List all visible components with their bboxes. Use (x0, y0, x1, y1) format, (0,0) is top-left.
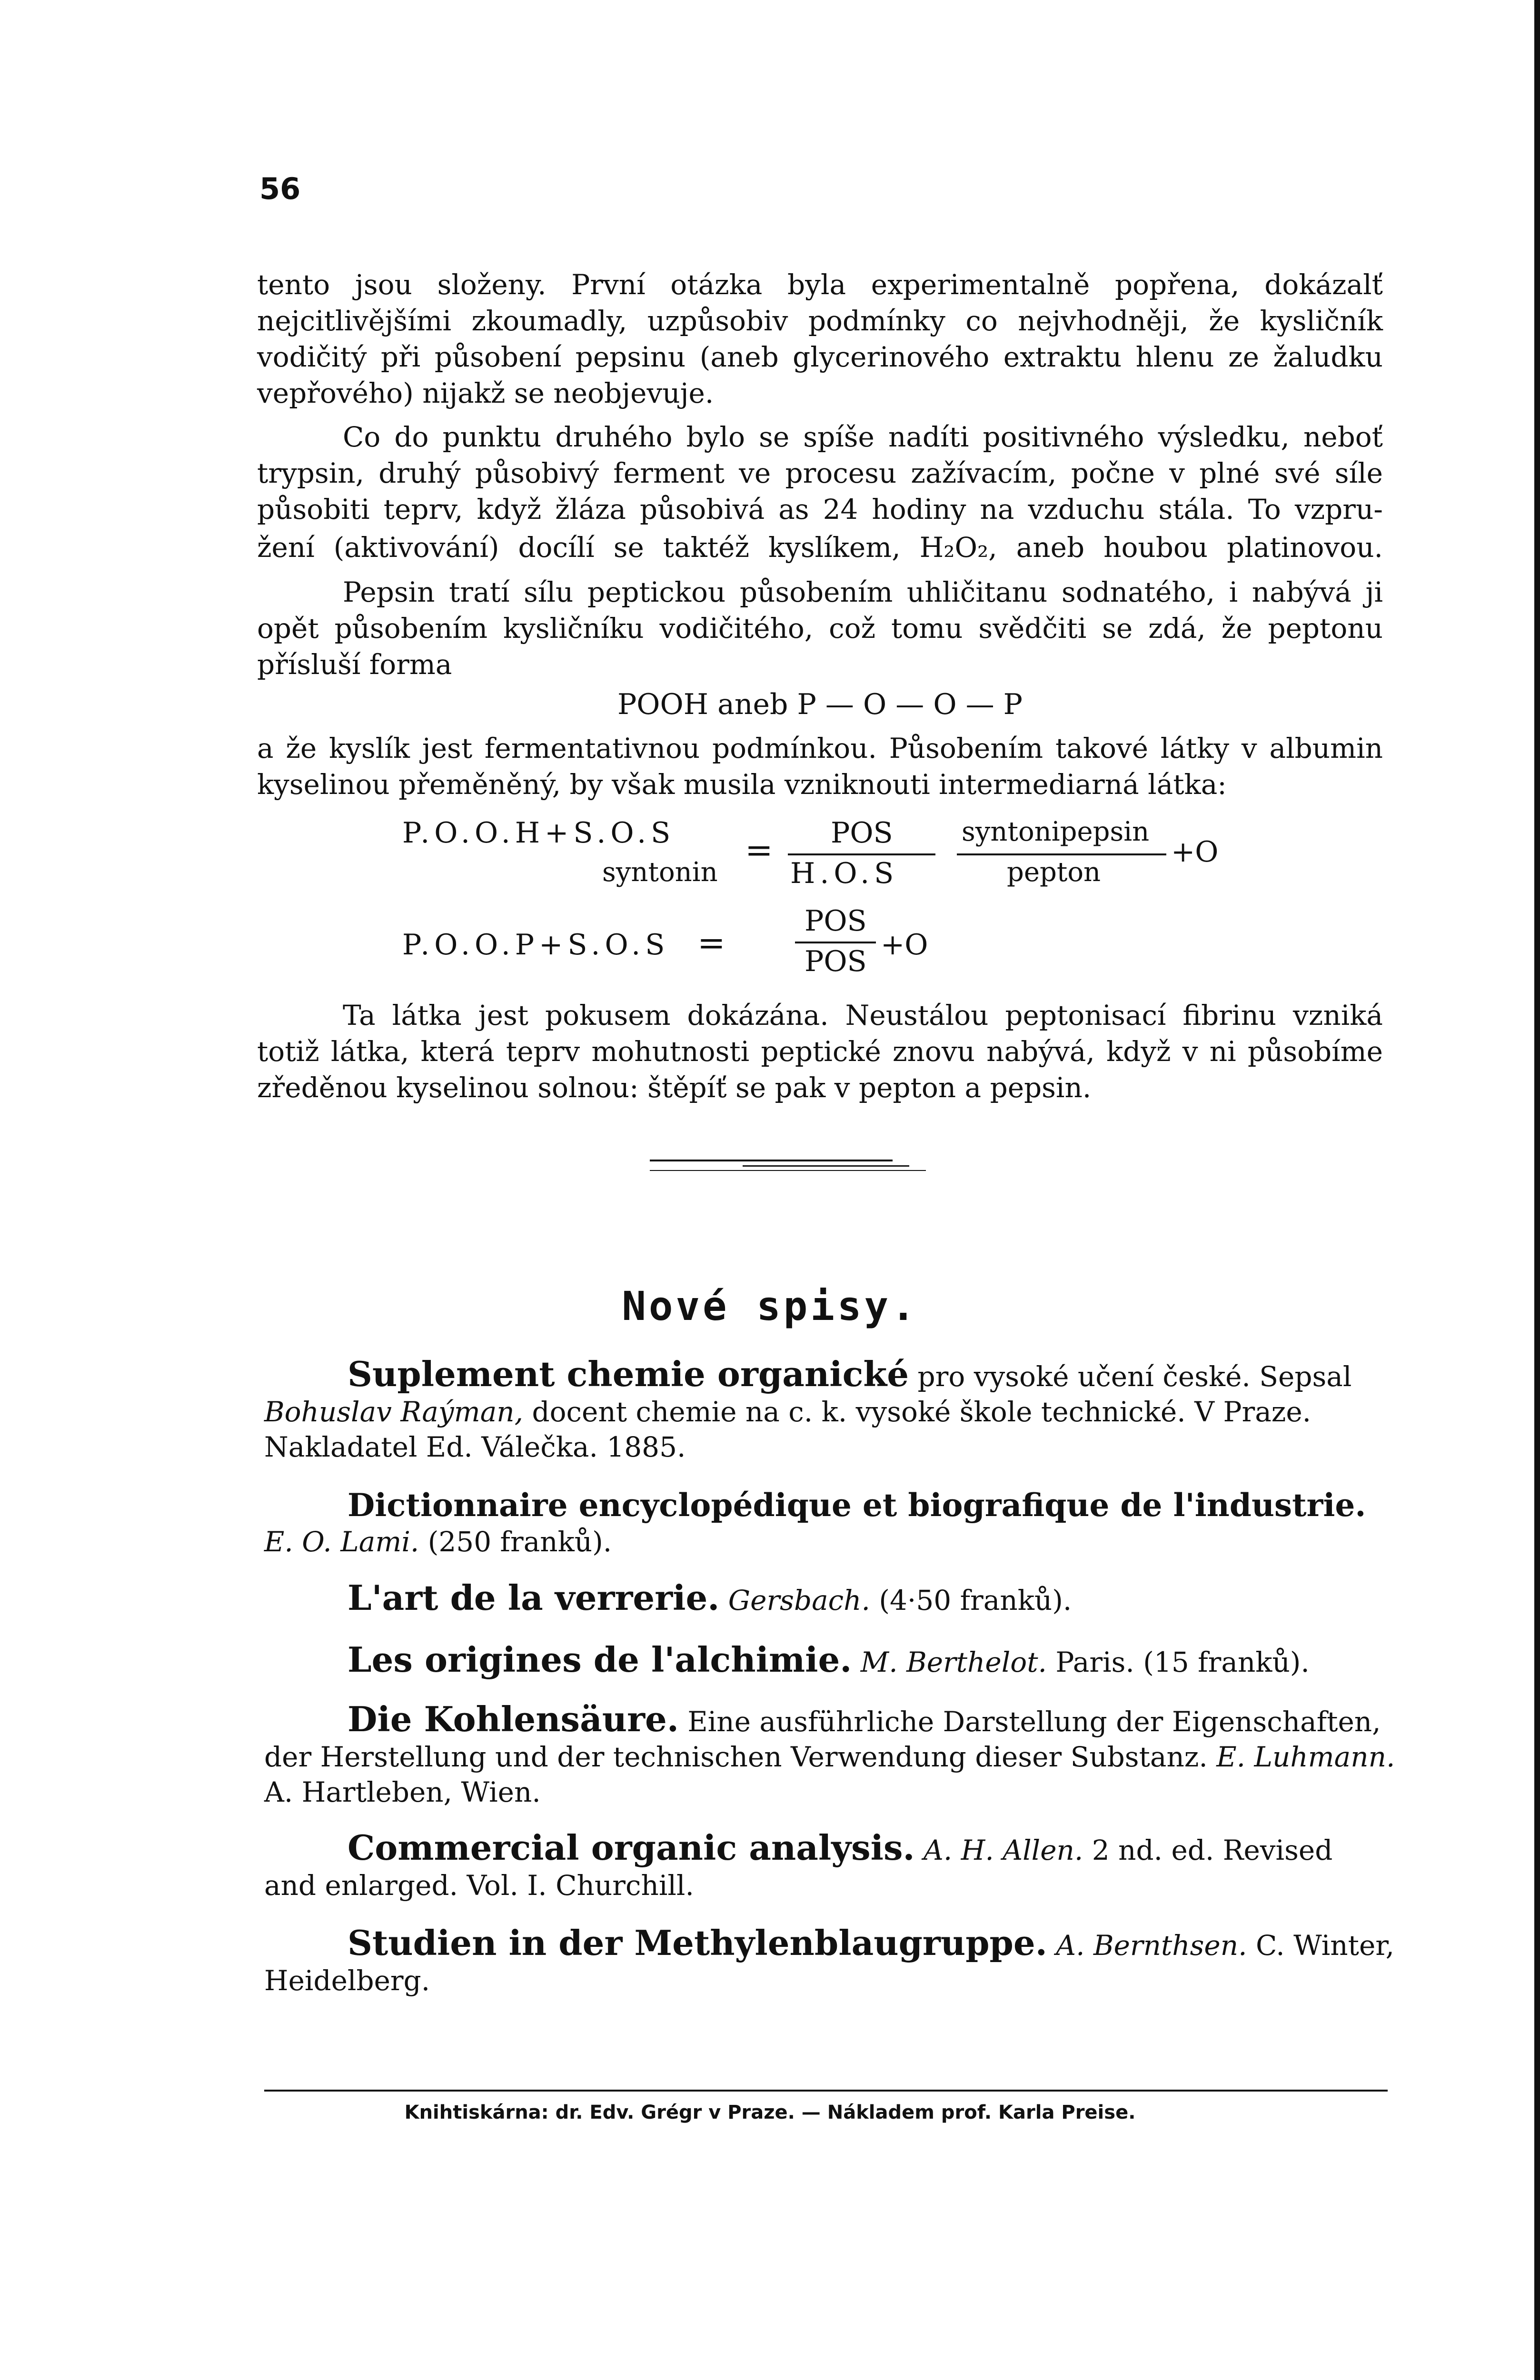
para3-line: přísluší forma (257, 648, 452, 681)
entry-title: Studien in der Methylenblaugruppe. (348, 1923, 1047, 1963)
para2-line: působiti teprv, když žláza působivá as 24 hodiny na vzduchu stála. To vzpru- (257, 493, 1383, 526)
eq1-lhs-denominator: syntonin (602, 857, 718, 888)
entry-text: Heidelberg. (264, 1964, 430, 1997)
eq1-frac1-bar (788, 853, 935, 855)
eq1-frac2-denominator: pepton (1007, 857, 1101, 888)
separator-rule (650, 1170, 926, 1171)
entry-title: Commercial organic analysis. (348, 1827, 915, 1868)
separator-rule (743, 1165, 909, 1167)
para2-line: žení (aktivování) docílí se taktéž kyslíkem, H₂O₂, aneb houbou platinovou. (257, 531, 1383, 564)
entry-author: A. H. Allen. (914, 1834, 1083, 1866)
entry-text: and enlarged. Vol. I. Churchill. (264, 1869, 694, 1902)
entry-author: A. Bernthsen. (1047, 1929, 1247, 1962)
entry-text: (4·50 franků). (870, 1584, 1072, 1616)
para1-line: vodičitý při působení pepsinu (aneb glycerinového extraktu hlenu ze žaludku (257, 341, 1383, 373)
eq1-frac1-denominator: H.O.S (790, 857, 899, 890)
entry-author: E. Luhmann. (1207, 1741, 1395, 1773)
eq2-denominator: POS (805, 945, 867, 978)
entry-text: C. Winter, (1247, 1929, 1395, 1962)
entry-text: A. Hartleben, Wien. (264, 1776, 541, 1808)
eq1-rhs: +O (1171, 835, 1219, 869)
para1-line: tento jsou složeny. První otázka byla experimentalně popřena, dokázalť (257, 268, 1383, 301)
book-entry (264, 1354, 1383, 1465)
entry-text: 2 nd. ed. Revised (1083, 1834, 1333, 1866)
para1-line: vepřového) nijakž se neobjevuje. (257, 377, 714, 409)
para1-line: nejcitlivějšími zkoumadly, uzpůsobiv podmínky co nejvhodněji, že kysličník (257, 305, 1383, 337)
eq1-equals: = (745, 831, 773, 870)
book-entry (264, 1639, 1383, 1680)
eq2-rhs: +O (881, 928, 928, 962)
entry-title: Suplement chemie organické (348, 1354, 909, 1394)
para5-line: Ta látka jest pokusem dokázána. Neustálou peptonisací fibrinu vzniká (343, 999, 1383, 1031)
printer-imprint: Knihtiskárna: dr. Edv. Grégr v Praze. — Nákladem prof. Karla Preise. (404, 2102, 1136, 2123)
para3-line: opět působením kysličníku vodičitého, což tomu svědčiti se zdá, že peptonu (257, 612, 1383, 645)
book-entry (264, 1699, 1395, 1810)
book-entry (264, 1827, 1383, 1903)
eq2-equals: = (697, 923, 725, 962)
para5-line: totiž látka, která teprv mohutnosti peptické znovu nabývá, když v ni působíme (257, 1035, 1383, 1068)
eq1-frac2-bar (957, 853, 1166, 855)
entry-text: Paris. (15 franků). (1046, 1646, 1310, 1678)
entry-author: E. O. Lami. (264, 1526, 419, 1558)
para5-line: zředěnou kyselinou solnou: štěpíť se pak v pepton a pepsin. (257, 1071, 1092, 1104)
entry-author: Gersbach. (719, 1584, 870, 1616)
entry-text: (250 franků). (419, 1526, 612, 1558)
book-entry (264, 1923, 1395, 1998)
entry-author: M. Berthelot. (852, 1646, 1047, 1678)
page-edge (1534, 0, 1540, 2380)
entry-author: Bohuslav Raýman, (264, 1396, 524, 1428)
formula-pooh: POOH aneb P — O — O — P (617, 688, 1023, 721)
para4-line: a že kyslík jest fermentativnou podmínkou. Působením takové látky v albumin (257, 732, 1383, 764)
eq2-fraction-bar (795, 942, 876, 943)
entry-text: pro vysoké učení české. Sepsal (909, 1360, 1352, 1393)
para3-line: Pepsin tratí sílu peptickou působením uhličitanu sodnatého, i nabývá ji (343, 576, 1383, 608)
page-number: 56 (259, 171, 301, 206)
para2-line: trypsin, druhý působivý ferment ve procesu zažívacím, počne v plné své síle (257, 457, 1383, 489)
footer-rule (264, 2090, 1388, 2092)
eq1-frac2-numerator: syntonipepsin (962, 816, 1150, 847)
entry-text: der Herstellung und der technischen Verwendung dieser Substanz. (264, 1741, 1208, 1773)
eq1-frac1-numerator: POS (831, 816, 893, 850)
entry-title: L'art de la verrerie. (348, 1577, 720, 1618)
entry-text: Nakladatel Ed. Válečka. 1885. (264, 1431, 686, 1463)
book-entry (264, 1577, 1383, 1618)
entry-title: Les origines de l'alchimie. (348, 1639, 852, 1680)
eq1-lhs: P.O.O.H+S.O.S (402, 816, 676, 850)
eq2-lhs: P.O.O.P+S.O.S (402, 928, 670, 962)
entry-text: docent chemie na c. k. vysoké škole technické. V Praze. (523, 1396, 1311, 1428)
entry-text: Eine ausführliche Darstellung der Eigenschaften, (678, 1706, 1381, 1738)
para4-line: kyselinou přeměněný, by však musila vzniknouti intermediarná látka: (257, 768, 1227, 801)
section-heading: Nové spisy. (622, 1283, 918, 1329)
book-entry (264, 1488, 1383, 1559)
entry-title: Dictionnaire encyclopédique et biografique de l'industrie. (348, 1487, 1366, 1524)
separator-rule (650, 1160, 893, 1161)
entry-title: Die Kohlensäure. (348, 1699, 679, 1739)
eq2-numerator: POS (805, 904, 867, 938)
para2-line: Co do punktu druhého bylo se spíše nadíti positivného výsledku, neboť (343, 421, 1383, 453)
